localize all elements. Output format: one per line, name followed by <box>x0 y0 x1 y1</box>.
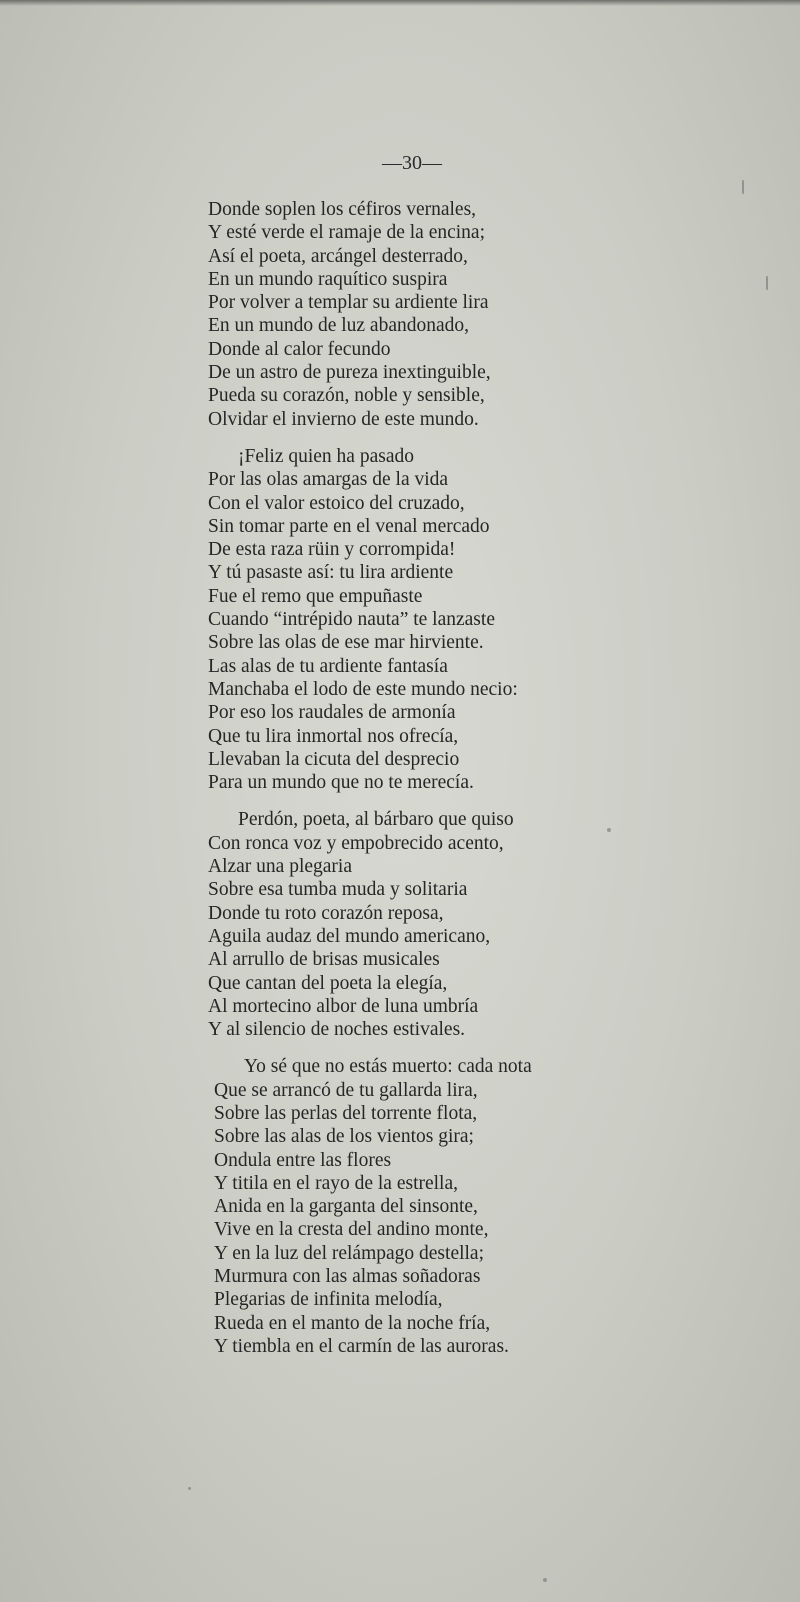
verse-line: De un astro de pureza inextinguible, <box>208 362 491 384</box>
verse-line: Donde soplen los céfiros vernales, <box>208 199 477 220</box>
verse-line: Olvidar el invierno de este mundo. <box>208 408 479 430</box>
verse-line: Y al silencio de noches estivales. <box>208 1019 466 1041</box>
paper-speck <box>543 1578 547 1582</box>
page-number: —30— <box>382 152 442 174</box>
paper-speck <box>188 1487 191 1490</box>
verse-line: Llevaban la cicuta del desprecio <box>208 748 460 770</box>
verse-line: Alzar una plegaria <box>208 856 353 878</box>
verse-line: Donde al calor fecundo <box>208 338 391 360</box>
stanza-2 <box>208 445 628 794</box>
verse-line: Y en la luz del relámpago destella; <box>214 1242 485 1264</box>
verse-line: Para un mundo que no te merecía. <box>208 772 474 794</box>
verse-line: Que tu lira inmortal nos ofrecía, <box>208 725 459 747</box>
verse-line: De esta raza rüin y corrompida! <box>208 539 456 561</box>
verse-line: Aguila audaz del mundo americano, <box>208 925 491 947</box>
verse-line: Que cantan del poeta la elegía, <box>208 972 448 994</box>
verse-line: Rueda en el manto de la noche fría, <box>214 1312 491 1334</box>
verse-line: Ondula entre las flores <box>214 1149 392 1171</box>
verse-line: Sobre las alas de los vientos gira; <box>214 1126 474 1148</box>
stanza-1 <box>208 198 628 431</box>
verse-line: Vive en la cresta del andino monte, <box>214 1219 489 1241</box>
verse-line: Por volver a templar su ardiente lira <box>208 292 489 314</box>
verse-line: Sobre las perlas del torrente flota, <box>214 1102 478 1124</box>
stanza-4 <box>214 1055 628 1358</box>
verse-line: Y tú pasaste así: tu lira ardiente <box>208 562 454 584</box>
stanza-3 <box>208 808 628 1041</box>
verse-line: Fue el remo que empuñaste <box>208 585 423 607</box>
verse-line: Con el valor estoico del cruzado, <box>208 492 465 514</box>
verse-line: Donde tu roto corazón reposa, <box>208 902 444 924</box>
verse-line: Manchaba el lodo de este mundo necio: <box>208 678 518 700</box>
verse-line: Por eso los raudales de armonía <box>208 702 456 724</box>
verse-line: Por las olas amargas de la vida <box>208 469 449 491</box>
verse-line: En un mundo de luz abandonado, <box>208 315 470 337</box>
verse-line: Plegarias de infinita melodía, <box>214 1289 443 1311</box>
verse-line: Yo sé que no estás muerto: cada nota <box>244 1056 532 1078</box>
verse-line: Y esté verde el ramaje de la encina; <box>208 222 485 244</box>
verse-line: Sobre esa tumba muda y solitaria <box>208 879 468 901</box>
poem-body <box>208 198 628 1372</box>
page-top-edge <box>0 0 800 6</box>
verse-line: ¡Feliz quien ha pasado <box>238 445 414 467</box>
verse-line: Murmura con las almas soñadoras <box>214 1266 481 1288</box>
verse-line: Al mortecino albor de luna umbría <box>208 995 479 1017</box>
paper-mark <box>766 276 768 290</box>
verse-line: Y tiembla en el carmín de las auroras. <box>214 1335 509 1357</box>
verse-line: Anida en la garganta del sinsonte, <box>214 1196 478 1218</box>
verse-line: Pueda su corazón, noble y sensible, <box>208 385 485 407</box>
paper-speck <box>607 828 611 832</box>
verse-line: En un mundo raquítico suspira <box>208 268 448 290</box>
verse-line: Cuando “intrépido nauta” te lanzaste <box>208 609 495 631</box>
paper-mark <box>742 180 744 194</box>
verse-line: Sobre las olas de ese mar hirviente. <box>208 632 484 654</box>
verse-line: Con ronca voz y empobrecido acento, <box>208 832 504 854</box>
verse-line: Las alas de tu ardiente fantasía <box>208 655 448 677</box>
verse-line: Sin tomar parte en el venal mercado <box>208 515 490 537</box>
verse-line: Que se arrancó de tu gallarda lira, <box>214 1079 478 1101</box>
verse-line: Y titila en el rayo de la estrella, <box>214 1172 459 1194</box>
verse-line: Perdón, poeta, al bárbaro que quiso <box>238 809 514 831</box>
verse-line: Así el poeta, arcángel desterrado, <box>208 245 468 267</box>
verse-line: Al arrullo de brisas musicales <box>208 949 440 971</box>
